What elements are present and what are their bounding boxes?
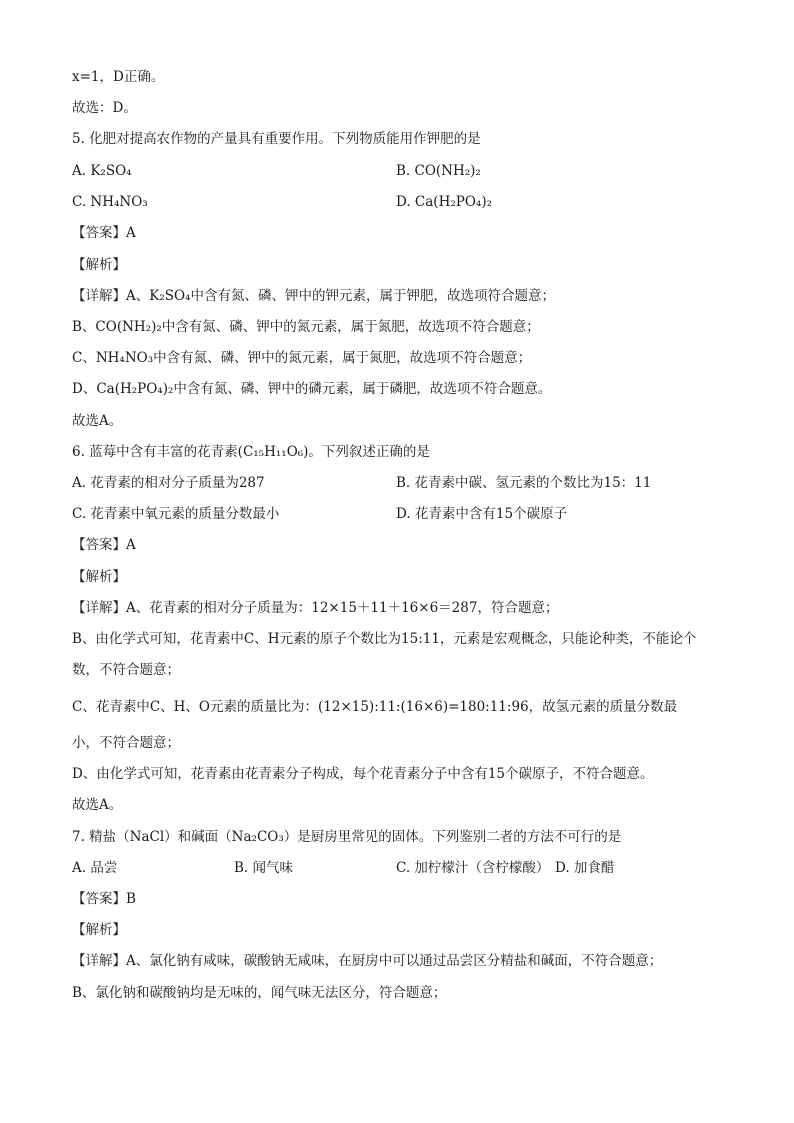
q5-detail-b: B、CO(NH₂)₂中含有氮、磷、钾中的氮元素，属于氮肥，故选项不符合题意； xyxy=(72,319,540,335)
q5-conclusion: 故选A。 xyxy=(72,413,123,429)
q6-answer: 【答案】A xyxy=(72,537,136,553)
q7-option-d: D. 加食醋 xyxy=(555,860,615,876)
q6-detail-c-line2: 小，不符合题意； xyxy=(72,735,180,751)
q7-option-a: A. 品尝 xyxy=(72,860,118,876)
q6-detail-a: 【详解】A、花青素的相对分子质量为：12×15＋11＋16×6＝287，符合题意； xyxy=(72,600,559,616)
q7-stem: 7. 精盐（NaCl）和碱面（Na₂CO₃）是厨房里常见的固体。下列鉴别二者的方法不可行的是 xyxy=(72,829,622,845)
q6-analysis-label: 【解析】 xyxy=(72,569,126,585)
q5-detail-d: D、Ca(H₂PO₄)₂中含有氮、磷、钾中的磷元素，属于磷肥，故选项不符合题意。 xyxy=(72,381,552,397)
q6-option-a: A. 花青素的相对分子质量为287 xyxy=(72,475,265,491)
q6-option-c: C. 花青素中氧元素的质量分数最小 xyxy=(72,506,280,522)
q7-detail-b: B、氯化钠和碳酸钠均是无味的，闻气味无法区分，符合题意； xyxy=(72,985,447,1001)
q6-detail-b-line1: B、由化学式可知，花青素中C、H元素的原子个数比为15:11，元素是宏观概念，只能论种类，不能论个 xyxy=(72,631,697,647)
prev-conclusion-line: x=1，D正确。 xyxy=(72,69,165,85)
q6-detail-b-line2: 数，不符合题意； xyxy=(72,662,180,678)
q6-stem: 6. 蓝莓中含有丰富的花青素(C₁₅H₁₁O₆)。下列叙述正确的是 xyxy=(72,444,430,460)
q5-answer: 【答案】A xyxy=(72,225,136,241)
q5-analysis-label: 【解析】 xyxy=(72,257,126,273)
q7-answer: 【答案】B xyxy=(72,891,136,907)
q7-detail-a: 【详解】A、氯化钠有咸味，碳酸钠无咸味，在厨房中可以通过品尝区分精盐和碱面，不符合题意； xyxy=(72,953,663,969)
q6-option-b: B. 花青素中碳、氢元素的个数比为15：11 xyxy=(396,475,652,491)
prev-answer-choice: 故选：D。 xyxy=(72,100,137,116)
q7-analysis-label: 【解析】 xyxy=(72,922,126,938)
q6-option-d: D. 花青素中含有15个碳原子 xyxy=(396,506,568,522)
q5-stem: 5. 化肥对提高农作物的产量具有重要作用。下列物质能用作钾肥的是 xyxy=(72,131,481,147)
q5-detail-c: C、NH₄NO₃中含有氮、磷、钾中的氮元素，属于氮肥，故选项不符合题意； xyxy=(72,350,532,366)
q7-option-c: C. 加柠檬汁（含柠檬酸） xyxy=(396,860,550,876)
q5-detail-a: 【详解】A、K₂SO₄中含有氮、磷、钾中的钾元素，属于钾肥，故选项符合题意； xyxy=(72,288,555,304)
q6-detail-c-line1: C、花青素中C、H、O元素的质量比为：(12×15):11:(16×6)=180:11:96，故氢元素的质量分数最 xyxy=(72,699,678,715)
q6-detail-d: D、由化学式可知，花青素由花青素分子构成，每个花青素分子中含有15个碳原子，不符合题意。 xyxy=(72,766,654,782)
q6-conclusion: 故选A。 xyxy=(72,797,123,813)
q5-option-c: C. NH₄NO₃ xyxy=(72,194,148,210)
q5-option-d: D. Ca(H₂PO₄)₂ xyxy=(396,194,492,210)
q5-option-a: A. K₂SO₄ xyxy=(72,163,132,179)
q5-option-b: B. CO(NH₂)₂ xyxy=(396,163,481,179)
q7-option-b: B. 闻气味 xyxy=(234,860,294,876)
